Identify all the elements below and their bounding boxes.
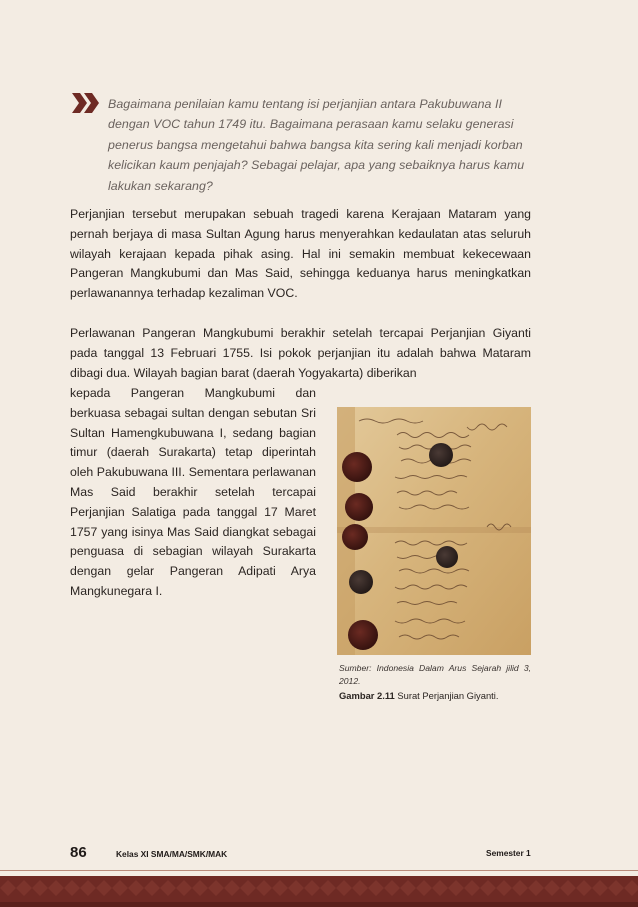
paragraph-1: Perjanjian tersebut merupakan sebuah tragedi karena Kerajaan Mataram yang pernah berjaya di masa Sultan Agung harus menyerahkan kedaulatan atas seluruh wilayah kerajaan kepada pihak asing. Hal ini semakin membuat kekecewaan Pangeran Mangkubumi dan Mas Said, sehingga keduanya harus meningkatkan perlawanannya terhadap kezaliman VOC.	[70, 207, 531, 301]
figure-caption	[339, 690, 539, 701]
reflection-question: Bagaimana penilaian kamu tentang isi perjanjian antara Pakubuwana II dengan VOC tahun 1749 itu. Bagaimana perasaan kamu selaku generasi penerus bangsa mengetahui bahwa bangsa kita sering kali menjadi korban kelicikan kaum penjajah? Sebagai pelajar, apa yang sebaiknya harus kamu lakukan sekarang?	[108, 97, 525, 193]
page-number: 86	[70, 844, 87, 861]
footer-class-label: Kelas XI SMA/MA/SMK/MAK	[116, 849, 228, 859]
figure-label: Gambar 2.11	[339, 690, 395, 701]
footer-semester-label: Semester 1	[486, 848, 531, 858]
figure-caption-text: Surat Perjanjian Giyanti.	[397, 690, 499, 701]
figure-source: Sumber: Indonesia Dalam Arus Sejarah jilid 3, 2012.	[339, 663, 531, 686]
footer-decorative-band	[0, 876, 638, 907]
double-chevron-right-icon	[70, 92, 102, 114]
footer-divider	[0, 870, 638, 871]
paragraph-2-wrapped: kepada Pangeran Mangkubumi dan berkuasa sebagai sultan dengan sebutan Sri Sultan Hamengkubuwana I, sedang bagian timur (daerah Surakarta) tetap diperintah oleh Pakubuwana III. Sementara perlawanan Mas Said berakhir setelah tercapai Perjanjian Salatiga pada tanggal 17 Maret 1757 yang isinya Mas Said diangkat sebagai penguasa di sebagian wilayah Surakarta dengan gelar Pangeran Adipati Arya Mangkunegara I.	[70, 386, 316, 598]
paragraph-2-top: Perlawanan Pangeran Mangkubumi berakhir setelah tercapai Perjanjian Giyanti pada tanggal 13 Februari 1755. Isi pokok perjanjian itu adalah bahwa Mataram dibagi dua. Wilayah bagian barat (daerah Yogyakarta) diberikan	[70, 326, 531, 380]
giyanti-treaty-document-image	[337, 407, 531, 655]
